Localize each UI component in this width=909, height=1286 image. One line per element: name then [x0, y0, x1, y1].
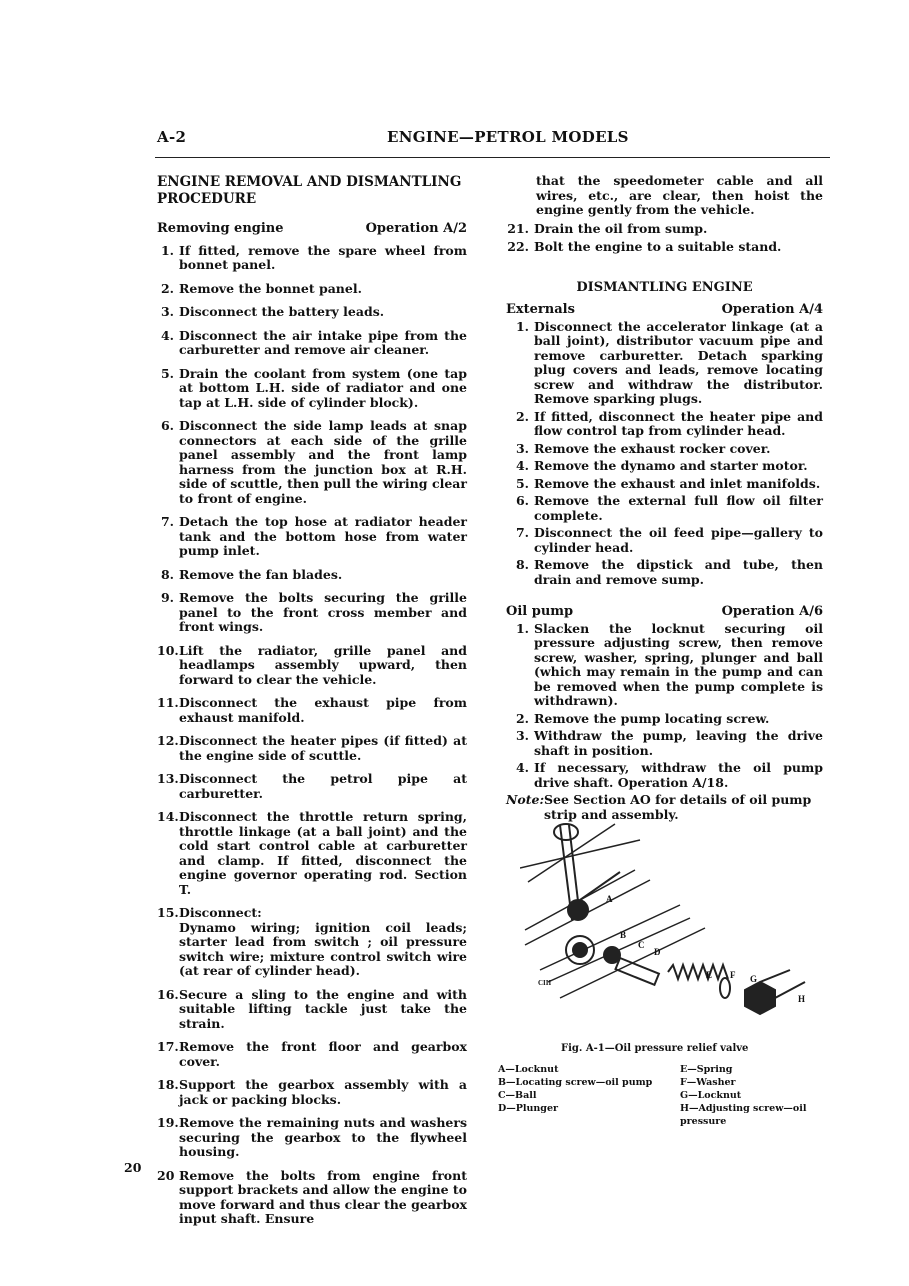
- step-text: Support the gearbox assembly with a jack or packing blocks.: [179, 1077, 467, 1107]
- step-text: Secure a sling to the engine and with suitable lifting tackle just take the strain.: [179, 986, 467, 1031]
- ball: [604, 947, 620, 963]
- step-number: 6.: [515, 493, 529, 508]
- step-number: 1.: [160, 242, 174, 258]
- step-text: Disconnect the side lamp leads at snap connectors at each side of the grille panel assembly and the front lamp harness from the junction box at R.H. side of scuttle, then pull the wiring clear to front of engine.: [179, 418, 467, 506]
- step-text: If necessary, withdraw the oil pump drive shaft. Operation A/18.: [534, 760, 823, 790]
- step-text: Remove the external full flow oil filter complete.: [534, 493, 823, 523]
- step-text: Remove the fan blades.: [179, 566, 343, 582]
- legend-item-e: E—Spring: [680, 1064, 733, 1075]
- step-item: [506, 622, 823, 709]
- step-number: 9.: [160, 590, 174, 605]
- step-item: [157, 367, 467, 411]
- step-item: [157, 696, 467, 725]
- figure-legend-left: [498, 1063, 668, 1115]
- step-item: [157, 644, 467, 688]
- legend-item-a: A—Locknut: [498, 1064, 559, 1075]
- note-label: Note:: [506, 792, 545, 807]
- figure-caption: Fig. A-1—Oil pressure relief valve: [561, 1043, 749, 1054]
- callout-f: F: [730, 970, 736, 980]
- removing-engine-subhead: [157, 222, 467, 237]
- step-text: If fitted, remove the spare wheel from bonnet panel.: [179, 242, 467, 272]
- left-column: [157, 174, 467, 1227]
- oil-pressure-relief-valve-illustration: [520, 810, 820, 1040]
- step-text: If fitted, disconnect the heater pipe and flow control tap from cylinder head.: [534, 408, 823, 438]
- note-text: See Section AO for details of oil pump strip and assembly.: [544, 792, 812, 822]
- step-item: [157, 305, 467, 320]
- step-number: 2.: [160, 280, 174, 296]
- step-item: [157, 772, 467, 801]
- step-item: [157, 1040, 467, 1069]
- step-number: 5.: [515, 475, 529, 491]
- step-item: [506, 320, 823, 407]
- callout-e: E: [706, 970, 713, 980]
- step-text: Detach the top hose at radiator header tank and the bottom hose from water pump inlet.: [179, 514, 467, 558]
- step-item: [157, 988, 467, 1032]
- step-item: [506, 494, 823, 523]
- step-text: Drain the coolant from system (one tap at bottom L.H. side of radiator and one tap at L.H. side of cylinder block).: [179, 365, 467, 410]
- step-number: 3.: [515, 440, 529, 456]
- step-item: [157, 419, 467, 506]
- step-item: [157, 906, 467, 979]
- step-text: Slacken the locknut securing oil pressure adjusting screw, then remove screw, washer, spring, plunger and ball (which may remain in the pump and can be removed when the pump complete is withdrawn).: [534, 620, 823, 708]
- step-item: [157, 282, 467, 297]
- step-number: 3.: [515, 728, 529, 743]
- step-number: 8.: [515, 557, 529, 572]
- oil-pump-label: Oil pump: [506, 604, 574, 619]
- legend-item-f: F—Washer: [680, 1077, 736, 1088]
- legend-item-c: C—Ball: [498, 1090, 537, 1101]
- step-number: 19.: [157, 1115, 179, 1130]
- step-number: 8.: [160, 566, 174, 582]
- step-item: [157, 1116, 467, 1160]
- step-text: Remove the dipstick and tube, then drain and remove sump.: [534, 557, 823, 587]
- step-number: 18.: [157, 1077, 179, 1092]
- step-text: Remove the dynamo and starter motor.: [534, 458, 808, 473]
- step-item: [506, 459, 823, 474]
- externals-subhead: [506, 303, 823, 318]
- step-item: [157, 810, 467, 897]
- step-item: [157, 734, 467, 763]
- step-text: Remove the front floor and gearbox cover.: [179, 1039, 467, 1069]
- callout-a: A: [606, 894, 613, 904]
- callout-c: C: [638, 940, 645, 950]
- step-item: [506, 222, 823, 237]
- step-item: [157, 591, 467, 635]
- step-number: 15.: [157, 905, 179, 920]
- externals-label: Externals: [506, 302, 575, 317]
- step-number: 4.: [515, 458, 529, 473]
- step-number: 4.: [160, 327, 174, 343]
- step-number: 17.: [157, 1039, 179, 1054]
- operation-ref: Operation A/2: [365, 221, 467, 236]
- header-rule: [155, 157, 830, 158]
- legend-item-b: B—Locating screw—oil pump: [498, 1077, 653, 1088]
- figure-code: CIII: [538, 979, 552, 987]
- externals-steps: [506, 320, 823, 588]
- oil-pump-steps: [506, 622, 823, 791]
- oil-pump-operation: Operation A/6: [721, 604, 823, 619]
- step-text: Bolt the engine to a suitable stand.: [534, 239, 782, 254]
- step-item: [157, 329, 467, 358]
- subhead-label: Removing engine: [157, 221, 284, 236]
- step-text: Disconnect the heater pipes (if fitted) at the engine side of scuttle.: [179, 733, 467, 763]
- step-number: 1.: [515, 620, 529, 636]
- step-item: [506, 526, 823, 555]
- right-column: [506, 174, 823, 822]
- plunger: [616, 958, 659, 985]
- step-text: Disconnect the oil feed pipe—gallery to cylinder head.: [534, 525, 823, 555]
- externals-operation: Operation A/4: [721, 302, 823, 317]
- washer: [720, 978, 730, 998]
- step-text: Disconnect: Dynamo wiring; ignition coil leads; starter lead from switch ; oil pressure switch wire; mixture control switch wire (at rear of cylinder head).: [179, 905, 467, 978]
- section-title-line1: ENGINE REMOVAL AND DISMANTLING: [157, 174, 462, 190]
- step-item: [157, 1078, 467, 1107]
- step-text: Disconnect the battery leads.: [179, 304, 385, 319]
- page-number: 20: [124, 1160, 142, 1175]
- step-item: [506, 761, 823, 790]
- final-removal-steps: [506, 222, 823, 255]
- shaft-top: [554, 824, 578, 840]
- legend-item-g: G—Locknut: [680, 1090, 742, 1101]
- step-text: Withdraw the pump, leaving the drive shaft in position.: [534, 728, 823, 758]
- step-number: 5.: [160, 365, 174, 381]
- dismantling-engine-title: DISMANTLING ENGINE: [576, 279, 753, 295]
- running-header-title: ENGINE—PETROL MODELS: [387, 128, 629, 146]
- oil-pump-subhead: [506, 605, 823, 620]
- step-number: 16.: [157, 986, 179, 1002]
- removing-engine-steps: [157, 244, 467, 1227]
- callout-g: G: [750, 974, 758, 984]
- step-text: Remove the bolts securing the grille panel to the front cross member and front wings.: [179, 590, 467, 634]
- callout-b: B: [620, 930, 627, 940]
- step-item: [157, 244, 467, 273]
- step-number: 7.: [515, 525, 529, 540]
- step-item: [506, 712, 823, 727]
- step-number: 10.: [157, 642, 179, 658]
- figure-legend-right: [680, 1063, 820, 1128]
- step-number: 20: [157, 1167, 175, 1183]
- continued-text: that the speedometer cable and all wires, etc., are clear, then hoist the engine gently from the vehicle.: [536, 173, 823, 217]
- step-number: 14.: [157, 809, 179, 824]
- step-item: [157, 515, 467, 559]
- step-number: 21.: [507, 220, 529, 236]
- step-text: Lift the radiator, grille panel and headlamps assembly upward, then forward to clear the vehicle.: [179, 642, 467, 687]
- step-text: Remove the pump locating screw.: [534, 710, 770, 726]
- step-number: 13.: [157, 771, 179, 786]
- callout-h: H: [798, 994, 806, 1004]
- step-text: Disconnect the exhaust pipe from exhaust manifold.: [179, 695, 467, 725]
- step-number: 22.: [507, 239, 529, 254]
- step-item: [157, 1169, 467, 1227]
- step-number: 1.: [515, 318, 529, 334]
- step-number: 7.: [160, 514, 174, 529]
- locating-screw: [568, 900, 588, 920]
- callout-d: D: [654, 947, 661, 957]
- step-text-continued: Dynamo wiring; ignition coil leads; starter lead from switch ; oil pressure switch wire; mixture control switch wire (at rear of cylinder head).: [179, 919, 467, 978]
- legend-item-d: D—Plunger: [498, 1103, 558, 1114]
- step-text: Drain the oil from sump.: [534, 220, 708, 236]
- page-reference: A-2: [157, 128, 187, 146]
- step-number: 3.: [160, 304, 174, 319]
- step-number: 4.: [515, 760, 529, 775]
- step-text: Disconnect the petrol pipe at carburetter.: [179, 771, 467, 801]
- step-text: Remove the bonnet panel.: [179, 280, 362, 296]
- step-text: Remove the remaining nuts and washers securing the gearbox to the flywheel housing.: [179, 1115, 467, 1159]
- step-number: 11.: [157, 695, 179, 710]
- step-text: Remove the exhaust and inlet manifolds.: [534, 475, 821, 491]
- step-text: Disconnect the throttle return spring, throttle linkage (at a ball joint) and the cold start control cable at carburetter and clamp. If fitted, disconnect the engine governor operating rod. Section T.: [179, 809, 467, 897]
- legend-item-h: H—Adjusting screw—oil pressure: [680, 1103, 807, 1127]
- step-text: Remove the bolts from engine front support brackets and allow the engine to move forward and thus clear the gearbox input shaft. Ensure: [179, 1167, 468, 1226]
- step-item: [506, 729, 823, 758]
- step-number: 12.: [157, 733, 179, 748]
- step-item: [506, 477, 823, 492]
- step-item: [157, 568, 467, 583]
- spring: [668, 965, 728, 979]
- step-item: [506, 410, 823, 439]
- step-number: 2.: [515, 408, 529, 424]
- step-number: 2.: [515, 710, 529, 726]
- step-number: 6.: [160, 418, 174, 433]
- section-title-line2: PROCEDURE: [157, 191, 257, 207]
- step-item: [506, 240, 823, 255]
- step-text: Remove the exhaust rocker cover.: [534, 440, 771, 456]
- step-text: Disconnect the air intake pipe from the carburetter and remove air cleaner.: [179, 327, 467, 357]
- step-item: [506, 558, 823, 587]
- step-item: [506, 442, 823, 457]
- step-text: Disconnect the accelerator linkage (at a ball joint), distributor vacuum pipe and remove carburetter. Detach sparking plug covers and leads, remove locating screw and withdraw the distributor. Remove sparking plugs.: [534, 318, 823, 406]
